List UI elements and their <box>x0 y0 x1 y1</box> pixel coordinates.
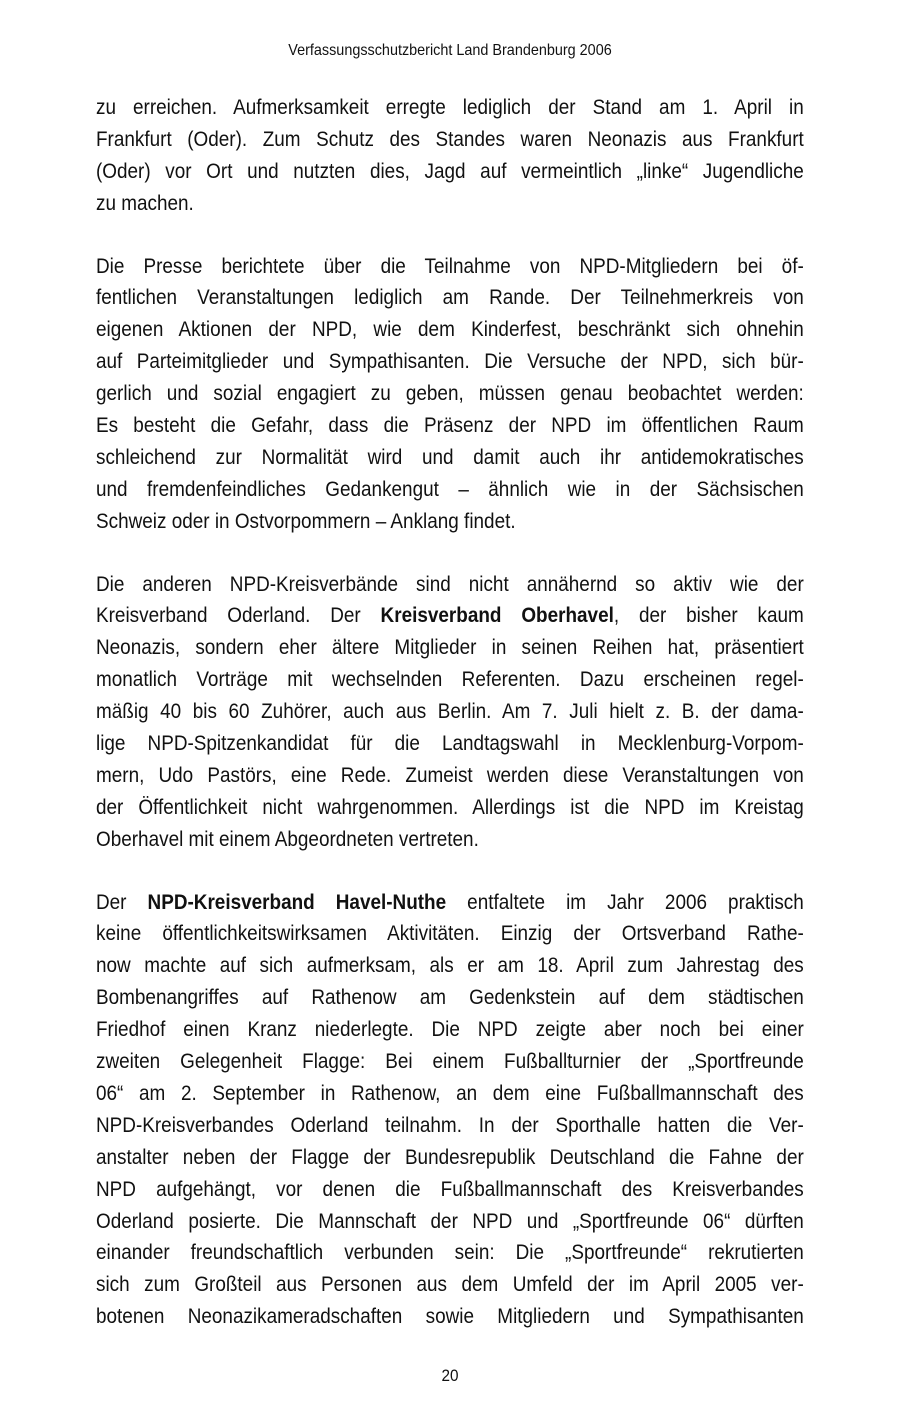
text-segment: Friedhof einen Kranz niederlegte. Die NPD zeigte aber noch bei einer <box>96 1017 804 1042</box>
text-segment: zu machen. <box>96 190 194 215</box>
text-segment: Bombenangriffes auf Rathenow am Gedenkstein auf dem städtischen <box>96 985 804 1010</box>
text-segment: mern, Udo Pastörs, eine Rede. Zumeist werden diese Veranstaltungen von <box>96 762 804 787</box>
text-line <box>96 918 804 950</box>
text-segment: , der bisher kaum <box>613 603 804 628</box>
text-line <box>96 1269 804 1301</box>
text-segment: 06“ am 2. September in Rathenow, an dem eine Fußballmannschaft des <box>96 1080 804 1105</box>
text-line <box>96 442 804 474</box>
text-segment: eigenen Aktionen der NPD, wie dem Kinderfest, beschränkt sich ohnehin <box>96 317 804 342</box>
text-segment: keine öffentlichkeitswirksamen Aktivitäten. Einzig der Ortsverband Rathe- <box>96 921 804 946</box>
text-segment: Es besteht die Gefahr, dass die Präsenz der NPD im öffentlichen Raum <box>96 413 804 438</box>
text-segment: auf Parteimitglieder und Sympathisanten. Die Versuche der NPD, sich bür- <box>96 349 804 374</box>
page-header: Verfassungsschutzbericht Land Brandenburg 2006 <box>288 42 612 59</box>
text-segment: NPD aufgehängt, vor denen die Fußballmannschaft des Kreisverbandes <box>96 1176 804 1201</box>
text-line <box>96 506 804 538</box>
text-segment: der Öffentlichkeit nicht wahrgenommen. Allerdings ist die NPD im Kreistag <box>96 794 804 819</box>
text-segment: Die Presse berichtete über die Teilnahme von NPD-Mitgliedern bei öf- <box>96 253 804 278</box>
text-line <box>96 600 804 632</box>
text-segment: NPD-Kreisverbandes Oderland teilnahm. In der Sporthalle hatten die Ver- <box>96 1112 804 1137</box>
text-segment: zweiten Gelegenheit Flagge: Bei einem Fußballturnier der „Sportfreunde <box>96 1049 804 1074</box>
paragraph <box>96 569 804 856</box>
text-segment: monatlich Vorträge mit wechselnden Referenten. Dazu erscheinen regel- <box>96 667 804 692</box>
text-line <box>96 569 804 601</box>
body-text <box>96 92 804 1364</box>
text-line <box>96 188 804 220</box>
text-line <box>96 124 804 156</box>
text-line <box>96 1078 804 1110</box>
text-line <box>96 887 804 919</box>
text-line <box>96 664 804 696</box>
text-line <box>96 824 804 856</box>
paragraph <box>96 92 804 220</box>
text-segment: gerlich und sozial engagiert zu geben, müssen genau beobachtet werden: <box>96 381 804 406</box>
text-segment: Die anderen NPD-Kreisverbände sind nicht annähernd so aktiv wie der <box>96 571 804 596</box>
text-segment: entfaltete im Jahr 2006 praktisch <box>446 889 804 914</box>
text-line <box>96 1110 804 1142</box>
paragraph <box>96 887 804 1333</box>
text-line <box>96 1206 804 1238</box>
text-line <box>96 1174 804 1206</box>
text-segment: Frankfurt (Oder). Zum Schutz des Standes waren Neonazis aus Frankfurt <box>96 126 804 151</box>
text-segment: Neonazis, sondern eher ältere Mitglieder in seinen Reihen hat, präsentiert <box>96 635 804 660</box>
text-line <box>96 1301 804 1333</box>
text-line <box>96 314 804 346</box>
text-line <box>96 982 804 1014</box>
text-segment: now machte auf sich aufmerksam, als er am 18. April zum Jahrestag des <box>96 953 804 978</box>
text-line <box>96 1046 804 1078</box>
paragraph <box>96 251 804 538</box>
text-segment: mäßig 40 bis 60 Zuhörer, auch aus Berlin. Am 7. Juli hielt z. B. der dama- <box>96 699 804 724</box>
text-segment: einander freundschaftlich verbunden sein: Die „Sportfreunde“ rekrutierten <box>96 1240 804 1265</box>
text-line <box>96 410 804 442</box>
text-line <box>96 950 804 982</box>
text-line <box>96 346 804 378</box>
text-line <box>96 760 804 792</box>
text-line <box>96 696 804 728</box>
page-number: 20 <box>441 1366 459 1385</box>
text-segment: Oberhavel mit einem Abgeordneten vertreten. <box>96 826 479 851</box>
text-line <box>96 378 804 410</box>
text-line <box>96 156 804 188</box>
text-line <box>96 251 804 283</box>
text-segment: fentlichen Veranstaltungen lediglich am Rande. Der Teilnehmerkreis von <box>96 285 804 310</box>
bold-term: Kreisverband Oberhavel <box>380 603 614 628</box>
text-segment: Kreisverband Oderland. Der <box>96 603 381 628</box>
text-segment: sich zum Großteil aus Personen aus dem Umfeld der im April 2005 ver- <box>96 1272 804 1297</box>
text-line <box>96 474 804 506</box>
text-segment: Schweiz oder in Ostvorpommern – Anklang findet. <box>96 508 516 533</box>
text-line <box>96 1014 804 1046</box>
text-segment: Der <box>96 889 148 914</box>
text-line <box>96 282 804 314</box>
text-line <box>96 632 804 664</box>
text-line <box>96 1142 804 1174</box>
text-segment: schleichend zur Normalität wird und damit auch ihr antidemokratisches <box>96 444 804 469</box>
text-segment: Oderland posierte. Die Mannschaft der NPD und „Sportfreunde 06“ dürften <box>96 1208 804 1233</box>
text-line <box>96 1237 804 1269</box>
text-segment: (Oder) vor Ort und nutzten dies, Jagd auf vermeintlich „linke“ Jugendliche <box>96 158 804 183</box>
text-segment: botenen Neonazikameradschaften sowie Mitgliedern und Sympathisanten <box>96 1304 804 1329</box>
text-segment: und fremdenfeindliches Gedankengut – ähnlich wie in der Sächsischen <box>96 476 804 501</box>
bold-term: NPD-Kreisverband Havel-Nuthe <box>147 889 447 914</box>
text-line <box>96 728 804 760</box>
text-line <box>96 92 804 124</box>
text-line <box>96 792 804 824</box>
text-segment: lige NPD-Spitzenkandidat für die Landtagswahl in Mecklenburg-Vorpom- <box>96 731 804 756</box>
text-segment: anstalter neben der Flagge der Bundesrepublik Deutschland die Fahne der <box>96 1144 804 1169</box>
text-segment: zu erreichen. Aufmerksamkeit erregte lediglich der Stand am 1. April in <box>96 95 804 119</box>
